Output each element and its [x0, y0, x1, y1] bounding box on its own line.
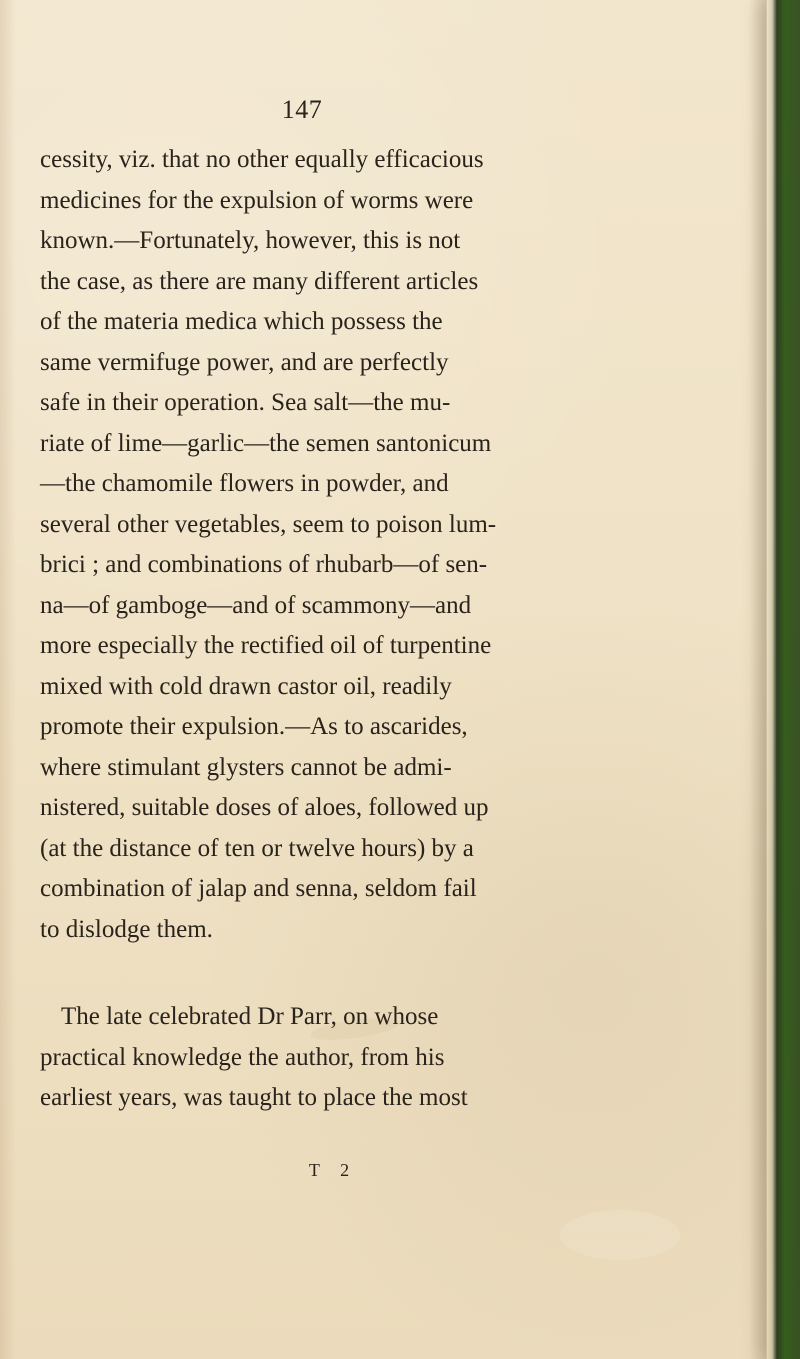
paragraph-gap: [40, 950, 570, 997]
text-line: —the chamomile flowers in powder, and: [40, 470, 449, 497]
text-line: cessity, viz. that no other equally efficacious: [40, 146, 484, 173]
text-line: known.—Fortunately, however, this is not: [40, 227, 461, 254]
paper-stain: [560, 1210, 680, 1260]
text-line: more especially the rectified oil of turpentine: [40, 632, 492, 659]
text-line: nistered, suitable doses of aloes, followed up: [40, 794, 489, 821]
signature-mark: T 2: [308, 1160, 358, 1180]
text-line: combination of jalap and senna, seldom fail: [40, 875, 477, 902]
text-line: of the materia medica which possess the: [40, 308, 443, 335]
text-line: same vermifuge power, and are perfectly: [40, 348, 449, 376]
page-right-shadow: [749, 0, 767, 1359]
text-line: The late celebrated Dr Parr, on whose: [61, 1003, 439, 1030]
page-number: 147: [281, 95, 323, 124]
text-line: riate of lime—garlic—the semen santonicum: [40, 429, 492, 457]
text-line: medicines for the expulsion of worms were: [40, 186, 474, 214]
text-line: the case, as there are many different articles: [40, 267, 479, 295]
text-line: several other vegetables, seem to poison lum-: [40, 510, 497, 538]
page-left-shade: [0, 0, 16, 1359]
book-edge: [766, 0, 800, 1359]
text-line: to dislodge them.: [40, 915, 213, 943]
text-line: promote their expulsion.—As to ascarides,: [40, 713, 468, 740]
text-line: where stimulant glysters cannot be admi-: [40, 753, 452, 781]
text-line: (at the distance of ten or twelve hours) by a: [40, 834, 474, 862]
text-line: safe in their operation. Sea salt—the mu-: [40, 389, 451, 416]
text-line: mixed with cold drawn castor oil, readily: [40, 672, 452, 700]
text-line: earliest years, was taught to place the most: [40, 1084, 468, 1111]
body-text: [40, 140, 570, 1119]
text-line: brici ; and combinations of rhubarb—of sen-: [40, 551, 488, 578]
text-line: practical knowledge the author, from his: [40, 1043, 445, 1071]
text-line: na—of gamboge—and of scammony—and: [40, 591, 472, 619]
